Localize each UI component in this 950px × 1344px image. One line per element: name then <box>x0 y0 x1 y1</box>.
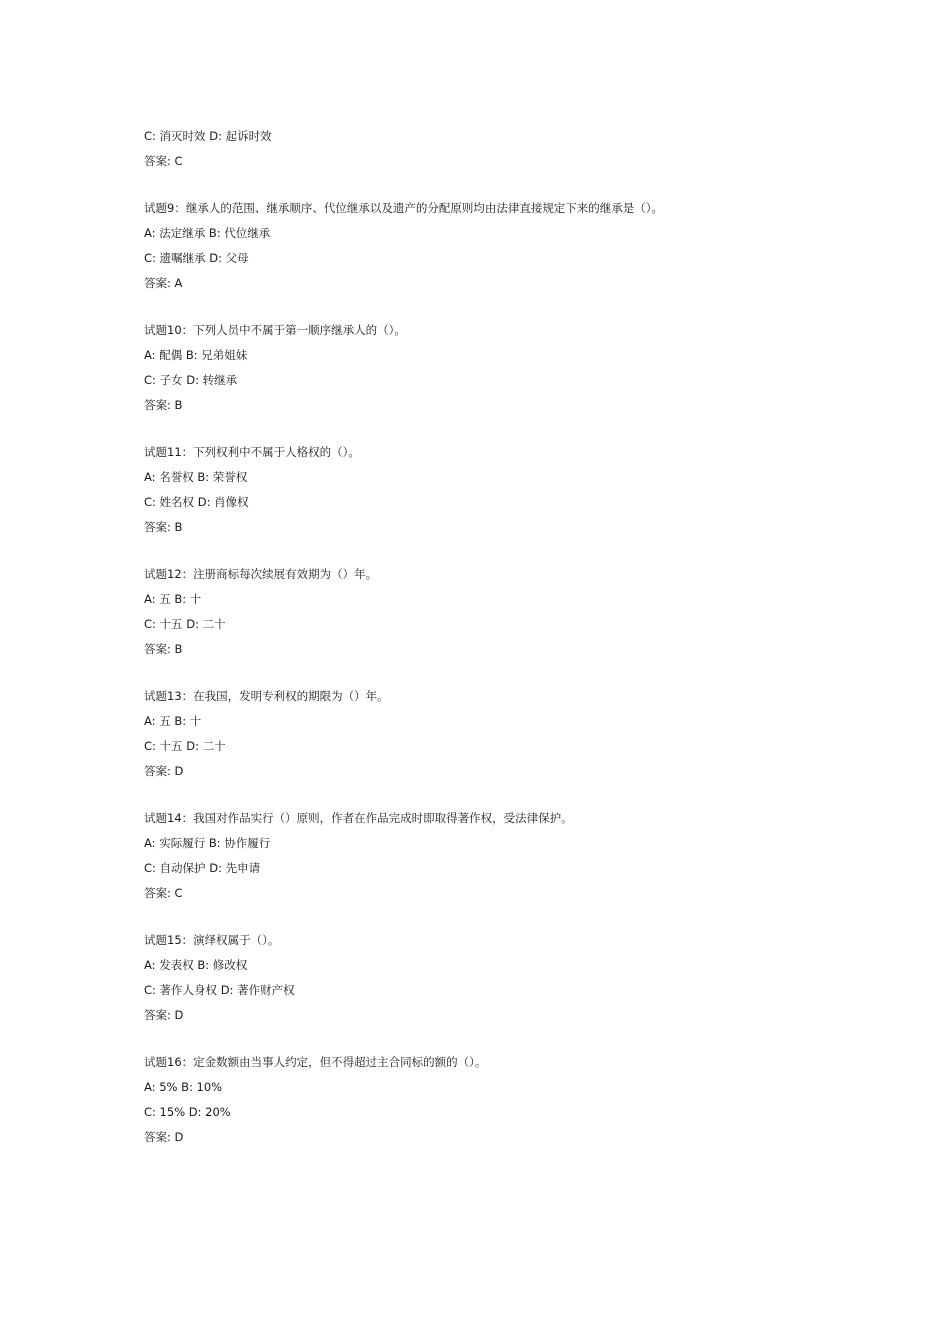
question-10 <box>144 318 844 418</box>
options-ab: A: 法定继承 B: 代位继承 <box>144 226 271 240</box>
answer: 答案: C <box>144 154 183 168</box>
options-ab: A: 配偶 B: 兄弟姐妹 <box>144 348 248 362</box>
question-stem: 试题16：定金数额由当事人约定，但不得超过主合同标的额的（）。 <box>144 1055 487 1069</box>
options-cd: C: 消灭时效 D: 起诉时效 <box>144 129 272 143</box>
answer: 答案: A <box>144 276 183 290</box>
options-ab: A: 五 B: 十 <box>144 714 202 728</box>
answer: 答案: D <box>144 764 184 778</box>
question-stem: 试题10：下列人员中不属于第一顺序继承人的（）。 <box>144 323 406 337</box>
answer: 答案: B <box>144 642 183 656</box>
answer: 答案: D <box>144 1008 184 1022</box>
answer: 答案: B <box>144 520 183 534</box>
answer: 答案: B <box>144 398 183 412</box>
question-11 <box>144 440 844 540</box>
options-cd: C: 15% D: 20% <box>144 1105 231 1119</box>
options-ab: A: 五 B: 十 <box>144 592 202 606</box>
question-16 <box>144 1050 844 1150</box>
options-ab: A: 5% B: 10% <box>144 1080 223 1094</box>
question-13 <box>144 684 844 784</box>
question-stem: 试题9：继承人的范围、继承顺序、代位继承以及遗产的分配原则均由法律直接规定下来的继承是（）。 <box>144 201 664 215</box>
options-ab: A: 实际履行 B: 协作履行 <box>144 836 271 850</box>
document-page <box>144 124 844 1150</box>
options-cd: C: 子女 D: 转继承 <box>144 373 238 387</box>
question-stem: 试题15：演绎权属于（）。 <box>144 933 280 947</box>
question-stem: 试题12：注册商标每次续展有效期为（）年。 <box>144 567 378 581</box>
question-15 <box>144 928 844 1028</box>
options-cd: C: 十五 D: 二十 <box>144 739 226 753</box>
question-stem: 试题14：我国对作品实行（）原则，作者在作品完成时即取得著作权，受法律保护。 <box>144 811 573 825</box>
answer: 答案: C <box>144 886 183 900</box>
options-cd: C: 遗嘱继承 D: 父母 <box>144 251 249 265</box>
answer: 答案: D <box>144 1130 184 1144</box>
options-ab: A: 名誉权 B: 荣誉权 <box>144 470 248 484</box>
options-ab: A: 发表权 B: 修改权 <box>144 958 248 972</box>
options-cd: C: 十五 D: 二十 <box>144 617 226 631</box>
question-9 <box>144 196 844 296</box>
question-stem: 试题11：下列权利中不属于人格权的（）。 <box>144 445 360 459</box>
question-14 <box>144 806 844 906</box>
options-cd: C: 著作人身权 D: 著作财产权 <box>144 983 295 997</box>
question-8-continuation <box>144 124 844 174</box>
options-cd: C: 姓名权 D: 肖像权 <box>144 495 249 509</box>
question-12 <box>144 562 844 662</box>
question-stem: 试题13：在我国，发明专利权的期限为（）年。 <box>144 689 389 703</box>
options-cd: C: 自动保护 D: 先申请 <box>144 861 261 875</box>
